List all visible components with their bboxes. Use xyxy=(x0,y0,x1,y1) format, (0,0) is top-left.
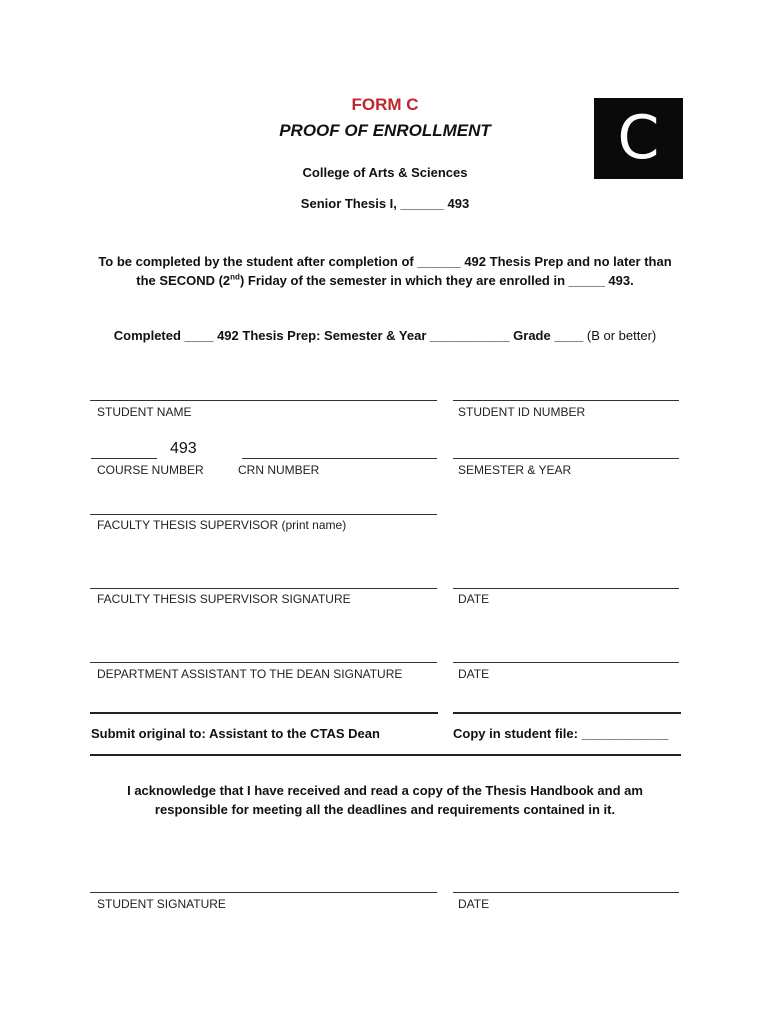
college-name: College of Arts & Sciences xyxy=(302,165,468,180)
dept-assistant-signature-label: DEPARTMENT ASSISTANT TO THE DEAN SIGNATURE xyxy=(97,667,403,681)
course-number-field[interactable] xyxy=(91,458,157,459)
completed-prep-line xyxy=(80,328,690,343)
form-letter-badge: C xyxy=(594,98,683,179)
student-date-label: DATE xyxy=(458,897,490,911)
form-title: PROOF OF ENROLLMENT xyxy=(279,121,491,140)
submit-divider-bottom xyxy=(90,754,681,756)
thesis-course-line: Senior Thesis I, ______ 493 xyxy=(300,196,470,211)
crn-number-label: CRN NUMBER xyxy=(238,463,320,477)
acknowledgement-line-2: responsible for meeting all the deadlines and requirements contained in it. xyxy=(154,802,616,817)
instructions-line-2 xyxy=(80,271,690,290)
form-code: FORM C xyxy=(351,95,419,114)
submit-original-to: Submit original to: Assistant to the CTAS Dean xyxy=(91,726,380,741)
student-signature-field[interactable] xyxy=(90,892,437,893)
faculty-supervisor-field[interactable] xyxy=(90,514,437,515)
faculty-date-field[interactable] xyxy=(453,588,679,589)
semester-year-field[interactable] xyxy=(453,458,679,459)
grade-requirement: (B or better) xyxy=(583,328,657,343)
semester-year-label: SEMESTER & YEAR xyxy=(458,463,572,477)
student-name-field[interactable] xyxy=(90,400,437,401)
dept-date-label: DATE xyxy=(458,667,490,681)
student-signature-label: STUDENT SIGNATURE xyxy=(97,897,226,911)
ordinal-suffix: nd xyxy=(230,272,240,282)
acknowledgement-line-1: I acknowledge that I have received and read a copy of the Thesis Handbook and am xyxy=(127,783,643,798)
student-id-field[interactable] xyxy=(453,400,679,401)
instructions-line-2-end: ) Friday of the semester in which they are enrolled in _____ 493. xyxy=(239,273,634,288)
faculty-signature-field[interactable] xyxy=(90,588,437,589)
instructions xyxy=(80,252,690,290)
student-id-label: STUDENT ID NUMBER xyxy=(458,405,586,419)
completed-prep-text: Completed ____ 492 Thesis Prep: Semester & Year ___________ Grade ____ xyxy=(113,328,584,343)
dept-date-field[interactable] xyxy=(453,662,679,663)
faculty-signature-label: FACULTY THESIS SUPERVISOR SIGNATURE xyxy=(97,592,351,606)
student-date-field[interactable] xyxy=(453,892,679,893)
course-number-value: 493 xyxy=(170,440,197,457)
copy-in-student-file: Copy in student file: ____________ xyxy=(453,726,669,741)
student-name-label: STUDENT NAME xyxy=(97,405,192,419)
acknowledgement xyxy=(90,781,680,819)
submit-divider-top-right xyxy=(453,712,681,714)
instructions-line-1: To be completed by the student after completion of ______ 492 Thesis Prep and no later than xyxy=(98,254,672,269)
faculty-date-label: DATE xyxy=(458,592,490,606)
crn-number-field[interactable] xyxy=(242,458,437,459)
course-number-label: COURSE NUMBER xyxy=(97,463,204,477)
dept-assistant-signature-field[interactable] xyxy=(90,662,437,663)
faculty-supervisor-label: FACULTY THESIS SUPERVISOR (print name) xyxy=(97,518,347,532)
instructions-line-2-start: the SECOND (2 xyxy=(136,273,231,288)
submit-divider-top-left xyxy=(90,712,438,714)
